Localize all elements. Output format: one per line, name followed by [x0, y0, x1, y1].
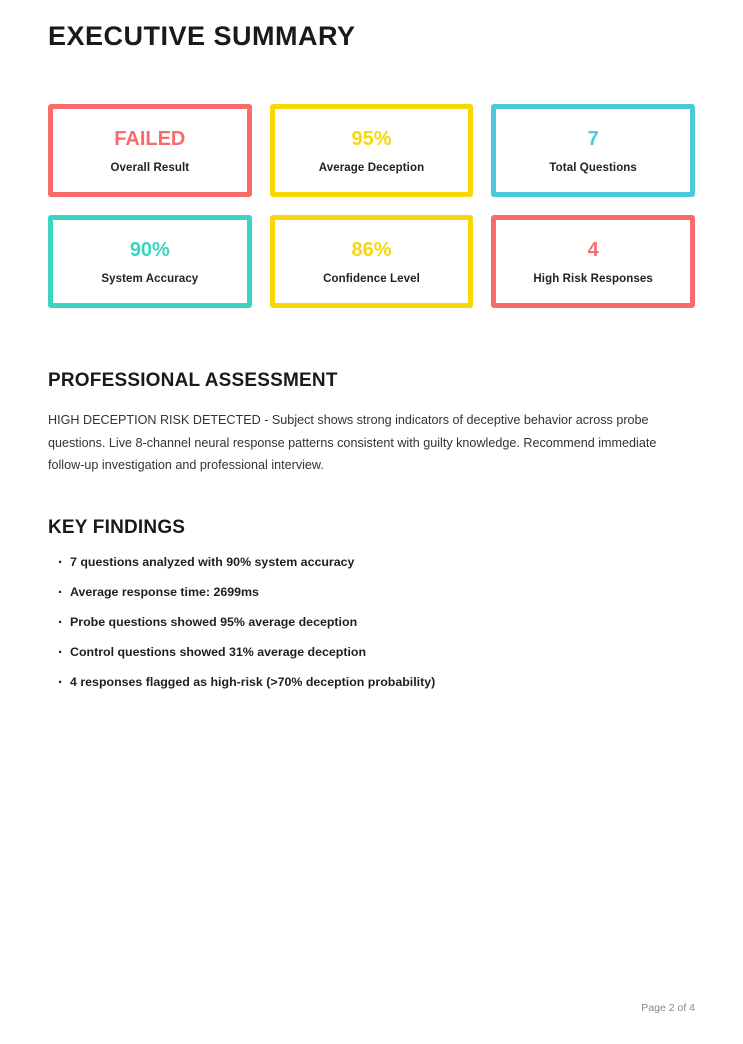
- metric-card-system-accuracy: [48, 215, 252, 308]
- section-heading-findings: KEY FINDINGS: [48, 516, 186, 538]
- metric-label: Total Questions: [549, 161, 637, 174]
- metric-label: Average Deception: [318, 161, 425, 174]
- list-item: · Average response time: 2699ms: [48, 585, 695, 599]
- metric-value: FAILED: [114, 127, 186, 150]
- findings-list: [48, 555, 695, 689]
- metric-value: 7: [587, 127, 599, 150]
- section-heading-assessment: PROFESSIONAL ASSESSMENT: [48, 370, 338, 392]
- metric-label: Confidence Level: [323, 272, 420, 285]
- metric-value: 86%: [351, 238, 392, 261]
- page-title: EXECUTIVE SUMMARY: [48, 21, 356, 51]
- section-key-findings: [48, 517, 695, 689]
- metric-label: System Accuracy: [101, 272, 199, 285]
- metric-label: Overall Result: [110, 161, 190, 174]
- list-item: · 7 questions analyzed with 90% system accuracy: [48, 555, 695, 569]
- metric-card-average-deception: [270, 104, 474, 197]
- metric-card-overall-result: [48, 104, 252, 197]
- list-item: · 4 responses flagged as high-risk (>70% deception probability): [48, 675, 695, 689]
- metric-card-confidence-level: [270, 215, 474, 308]
- section-professional-assessment: [48, 370, 695, 476]
- metric-card-total-questions: [491, 104, 695, 197]
- metric-card-high-risk-responses: [491, 215, 695, 308]
- metric-value: 90%: [129, 238, 170, 261]
- metrics-grid: [48, 104, 695, 308]
- metric-value: 95%: [351, 127, 392, 150]
- list-item: · Control questions showed 31% average deception: [48, 645, 695, 659]
- list-item: · Probe questions showed 95% average deception: [48, 615, 695, 629]
- assessment-body-text: HIGH DECEPTION RISK DETECTED - Subject shows strong indicators of deceptive behavior across probe questions. Live 8-channel neural response patterns consistent with guilty knowledge. Recommend immediate follow-up investigation and professional interview.: [48, 413, 657, 473]
- page-footer: Page 2 of 4: [641, 1002, 695, 1014]
- metric-label: High Risk Responses: [533, 272, 653, 285]
- metric-value: 4: [587, 238, 599, 261]
